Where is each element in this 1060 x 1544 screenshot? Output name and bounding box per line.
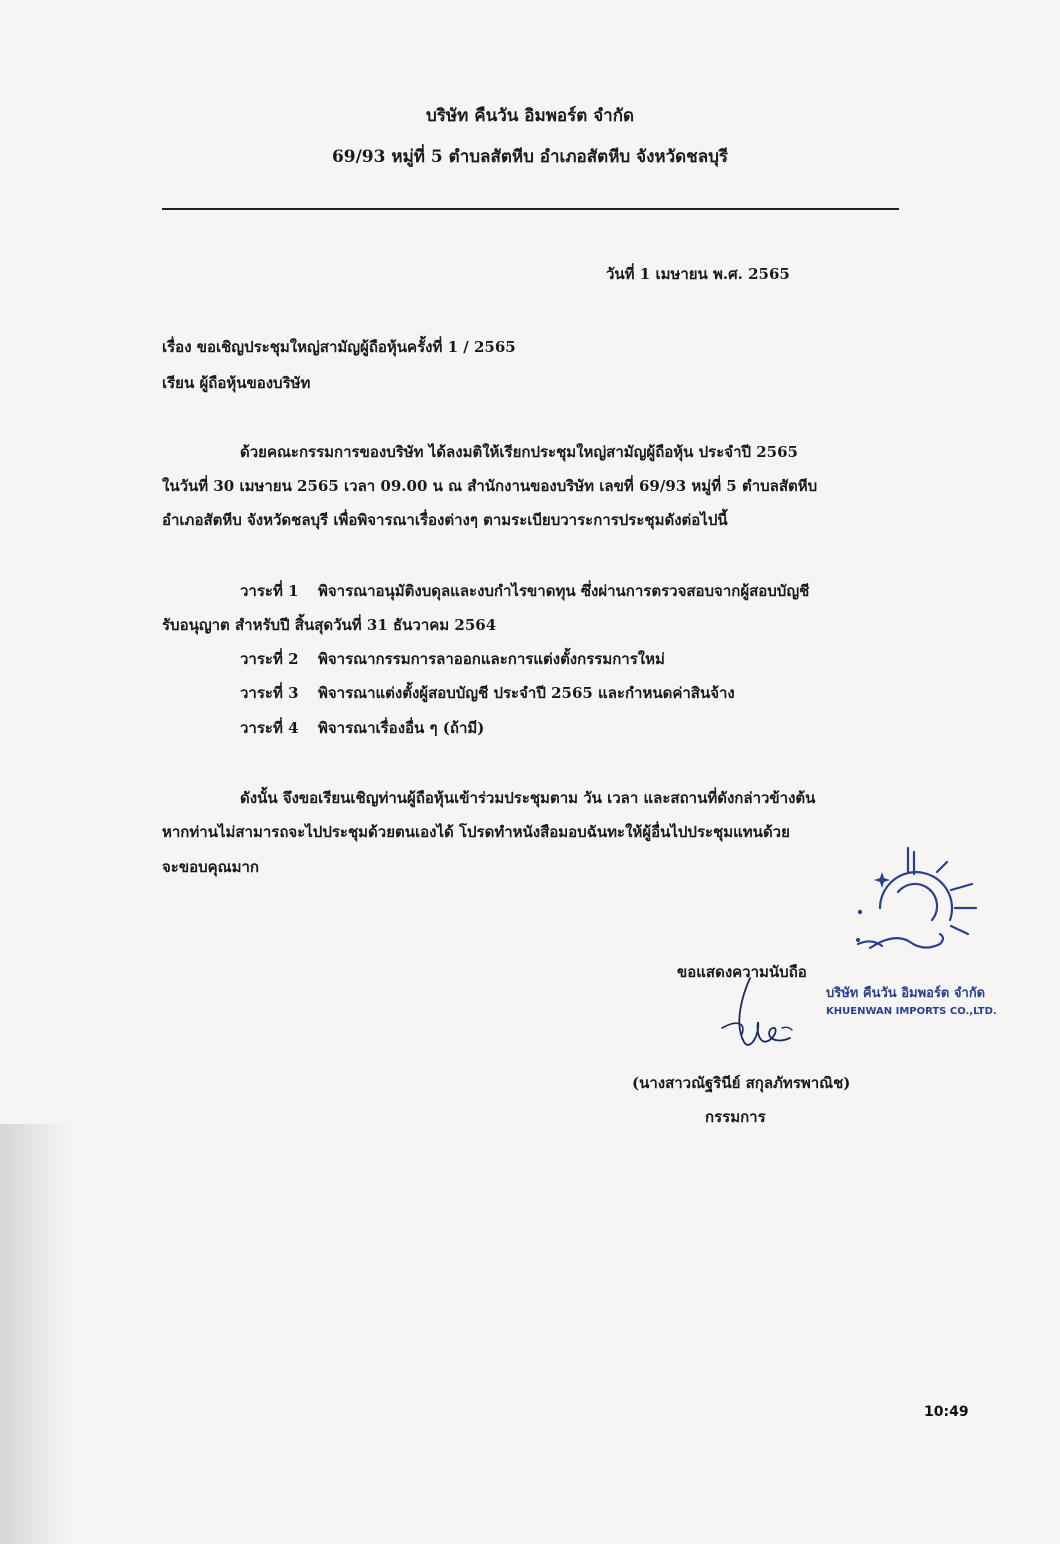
agenda-number: วาระที่ 2 <box>240 650 299 668</box>
agenda-text: พิจารณาเรื่องอื่น ๆ (ถ้ามี) <box>318 719 485 737</box>
company-logo <box>848 842 978 972</box>
agenda-item-2 <box>240 647 665 671</box>
letter-salutation: เรียน ผู้ถือหุ้นของบริษัท <box>162 374 311 392</box>
company-address: 69/93 หมู่ที่ 5 ตำบลสัตหีบ อำเภอสัตหีบ จังหวัดชลบุรี <box>331 147 729 167</box>
letter-date: วันที่ 1 เมษายน พ.ศ. 2565 <box>606 265 790 283</box>
agenda-number: วาระที่ 1 <box>240 582 299 600</box>
closing-line-3: จะขอบคุณมาก <box>162 858 259 876</box>
signature <box>712 972 802 1064</box>
agenda-item-4 <box>240 716 484 740</box>
closing-line-1: ดังนั้น จึงขอเรียนเชิญท่านผู้ถือหุ้นเข้าร่วมประชุมตาม วัน เวลา และสถานที่ดังกล่าวข้างต้น <box>240 789 816 807</box>
agenda-number: วาระที่ 4 <box>240 719 299 737</box>
closing-regards: ขอแสดงความนับถือ <box>677 963 807 981</box>
scan-shadow <box>0 1124 70 1544</box>
agenda-text: พิจารณาแต่งตั้งผู้สอบบัญชี ประจำปี 2565 และกำหนดค่าสินจ้าง <box>318 684 735 702</box>
intro-line-2: ในวันที่ 30 เมษายน 2565 เวลา 09.00 น ณ สำนักงานของบริษัท เลขที่ 69/93 หมู่ที่ 5 ตำบลสัตหีบ <box>162 477 818 495</box>
signer-position: กรรมการ <box>705 1108 766 1126</box>
agenda-text: พิจารณาอนุมัติงบดุลและงบกำไรขาดทุน ซึ่งผ่านการตรวจสอบจากผู้สอบบัญชี <box>318 582 810 600</box>
company-name: บริษัท คืนวัน อิมพอร์ต จำกัด <box>425 106 635 126</box>
agenda-item-3 <box>240 681 735 705</box>
intro-line-1: ด้วยคณะกรรมการของบริษัท ได้ลงมติให้เรียกประชุมใหญ่สามัญผู้ถือหุ้น ประจำปี 2565 <box>240 443 798 461</box>
header-divider <box>162 208 899 210</box>
logo-text-thai: บริษัท คืนวัน อิมพอร์ต จำกัด <box>826 986 986 1001</box>
agenda-text: พิจารณากรรมการลาออกและการแต่งตั้งกรรมการใหม่ <box>318 650 665 668</box>
signer-name: (นางสาวณัฐรินีย์ สกุลภัทรพาณิช) <box>632 1074 851 1092</box>
agenda-item-1-continued: รับอนุญาต สำหรับปี สิ้นสุดวันที่ 31 ธันวาคม 2564 <box>162 616 497 634</box>
agenda-item-1 <box>240 579 809 603</box>
intro-line-3: อำเภอสัตหีบ จังหวัดชลบุรี เพื่อพิจารณาเรื่องต่างๆ ตามระเบียบวาระการประชุมดังต่อไปนี้ <box>162 511 728 529</box>
closing-line-2: หากท่านไม่สามารถจะไปประชุมด้วยตนเองได้ โปรดทำหนังสือมอบฉันทะให้ผู้อื่นไปประชุมแทนด้วย <box>162 823 790 841</box>
letter-subject: เรื่อง ขอเชิญประชุมใหญ่สามัญผู้ถือหุ้นครั้งที่ 1 / 2565 <box>162 338 516 356</box>
timestamp: 10:49 <box>924 1404 969 1420</box>
agenda-number: วาระที่ 3 <box>240 684 299 702</box>
logo-text-english: KHUENWAN IMPORTS CO.,LTD. <box>826 1006 997 1017</box>
